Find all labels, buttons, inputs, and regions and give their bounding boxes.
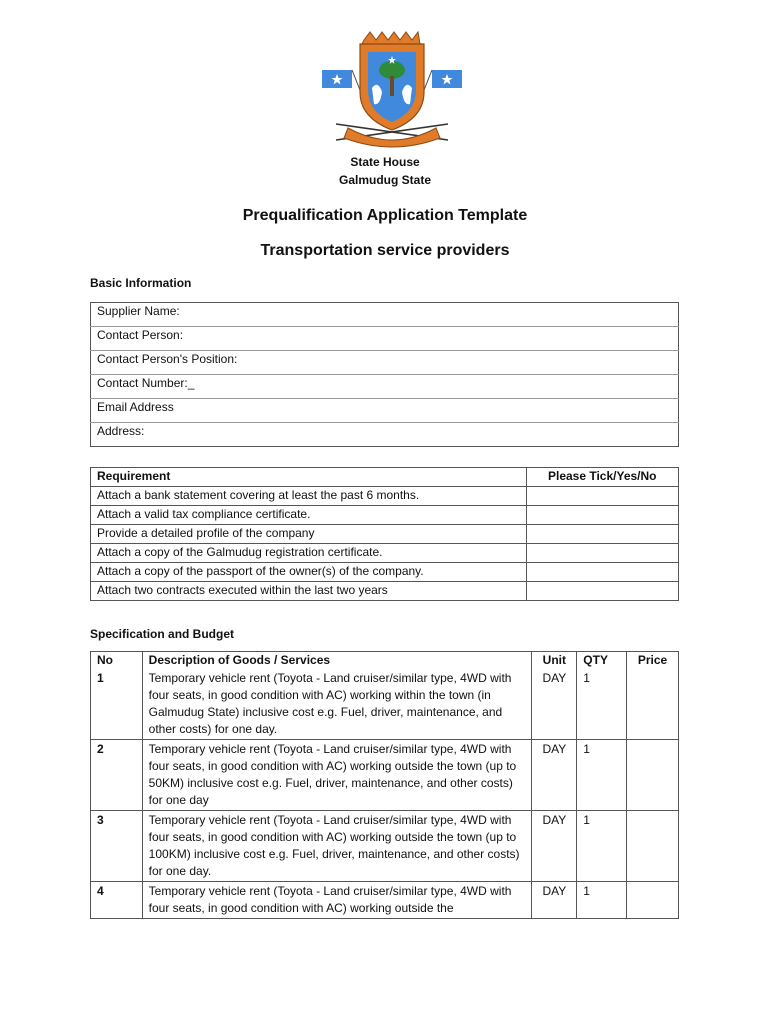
row-qty: 1 (577, 669, 627, 740)
contact-person-field[interactable]: Contact Person: (91, 327, 679, 351)
row-price-cell[interactable] (627, 740, 679, 811)
table-row (91, 582, 679, 601)
row-price-cell[interactable] (627, 882, 679, 919)
tick-cell[interactable] (526, 544, 679, 563)
tick-cell[interactable] (526, 525, 679, 544)
row-qty: 1 (577, 740, 627, 811)
table-row (91, 544, 679, 563)
coat-of-arms-seal-icon (318, 30, 466, 148)
basic-information-table (90, 302, 679, 447)
row-description: Temporary vehicle rent (Toyota - Land cruiser/similar type, 4WD with four seats, in good condition with AC) working within the town (in Galmudug State) inclusive cost e.g. Fuel, driver, maintenance, and other costs) for one day. (142, 669, 532, 740)
row-price-cell[interactable] (627, 669, 679, 740)
tick-cell[interactable] (526, 582, 679, 601)
tick-cell[interactable] (526, 506, 679, 525)
table-row (91, 327, 679, 351)
address-field[interactable]: Address: (91, 423, 679, 447)
requirement-text: Attach a bank statement covering at least the past 6 months. (91, 487, 527, 506)
table-row (91, 506, 679, 525)
table-header-row (91, 468, 679, 487)
tick-cell[interactable] (526, 563, 679, 582)
table-row (91, 669, 679, 740)
requirement-text: Provide a detailed profile of the company (91, 525, 527, 544)
table-row (91, 563, 679, 582)
row-price-cell[interactable] (627, 811, 679, 882)
table-row (91, 375, 679, 399)
table-row (91, 351, 679, 375)
requirements-table (90, 467, 679, 601)
basic-information-heading: Basic Information (90, 276, 192, 290)
specification-budget-table (90, 651, 679, 919)
contact-position-field[interactable]: Contact Person's Position: (91, 351, 679, 375)
unit-column-header: Unit (532, 652, 577, 670)
requirement-text: Attach a valid tax compliance certificate. (91, 506, 527, 525)
table-row (91, 740, 679, 811)
row-unit: DAY (532, 811, 577, 882)
row-unit: DAY (532, 740, 577, 811)
tick-column-header: Please Tick/Yes/No (526, 468, 679, 487)
header-line-galmudug-state: Galmudug State (338, 173, 431, 187)
supplier-name-field[interactable]: Supplier Name: (91, 303, 679, 327)
row-unit: DAY (532, 669, 577, 740)
requirement-column-header: Requirement (91, 468, 527, 487)
table-row (91, 487, 679, 506)
document-title: Prequalification Application Template (242, 207, 528, 224)
row-description: Temporary vehicle rent (Toyota - Land cruiser/similar type, 4WD with four seats, in good condition with AC) working outside the (142, 882, 532, 919)
row-number: 2 (91, 740, 143, 811)
requirement-text: Attach a copy of the passport of the owner(s) of the company. (91, 563, 527, 582)
table-row (91, 811, 679, 882)
specification-budget-heading: Specification and Budget (90, 627, 235, 641)
qty-column-header: QTY (577, 652, 627, 670)
price-column-header: Price (627, 652, 679, 670)
requirement-text: Attach a copy of the Galmudug registration certificate. (91, 544, 527, 563)
row-qty: 1 (577, 811, 627, 882)
table-row (91, 423, 679, 447)
row-description: Temporary vehicle rent (Toyota - Land cruiser/similar type, 4WD with four seats, in good condition with AC) working outside the town (up to 50KM) inclusive cost e.g. Fuel, driver, maintenance, and other costs) for one day (142, 740, 532, 811)
description-column-header: Description of Goods / Services (142, 652, 532, 670)
tick-cell[interactable] (526, 487, 679, 506)
table-row (91, 399, 679, 423)
row-unit: DAY (532, 882, 577, 919)
document-subtitle: Transportation service providers (260, 242, 510, 259)
header-line-state-house: State House (350, 155, 420, 169)
no-column-header: No (91, 652, 143, 670)
table-row (91, 525, 679, 544)
row-qty: 1 (577, 882, 627, 919)
contact-number-field[interactable]: Contact Number:_ (91, 375, 679, 399)
row-number: 1 (91, 669, 143, 740)
row-number: 3 (91, 811, 143, 882)
table-row (91, 882, 679, 919)
email-address-field[interactable]: Email Address (91, 399, 679, 423)
row-description: Temporary vehicle rent (Toyota - Land cruiser/similar type, 4WD with four seats, in good condition with AC) working outside the town (up to 100KM) inclusive cost e.g. Fuel, driver, maintenance, and other costs) for one day. (142, 811, 532, 882)
row-number: 4 (91, 882, 143, 919)
table-row (91, 303, 679, 327)
requirement-text: Attach two contracts executed within the last two years (91, 582, 527, 601)
table-header-row (91, 652, 679, 670)
